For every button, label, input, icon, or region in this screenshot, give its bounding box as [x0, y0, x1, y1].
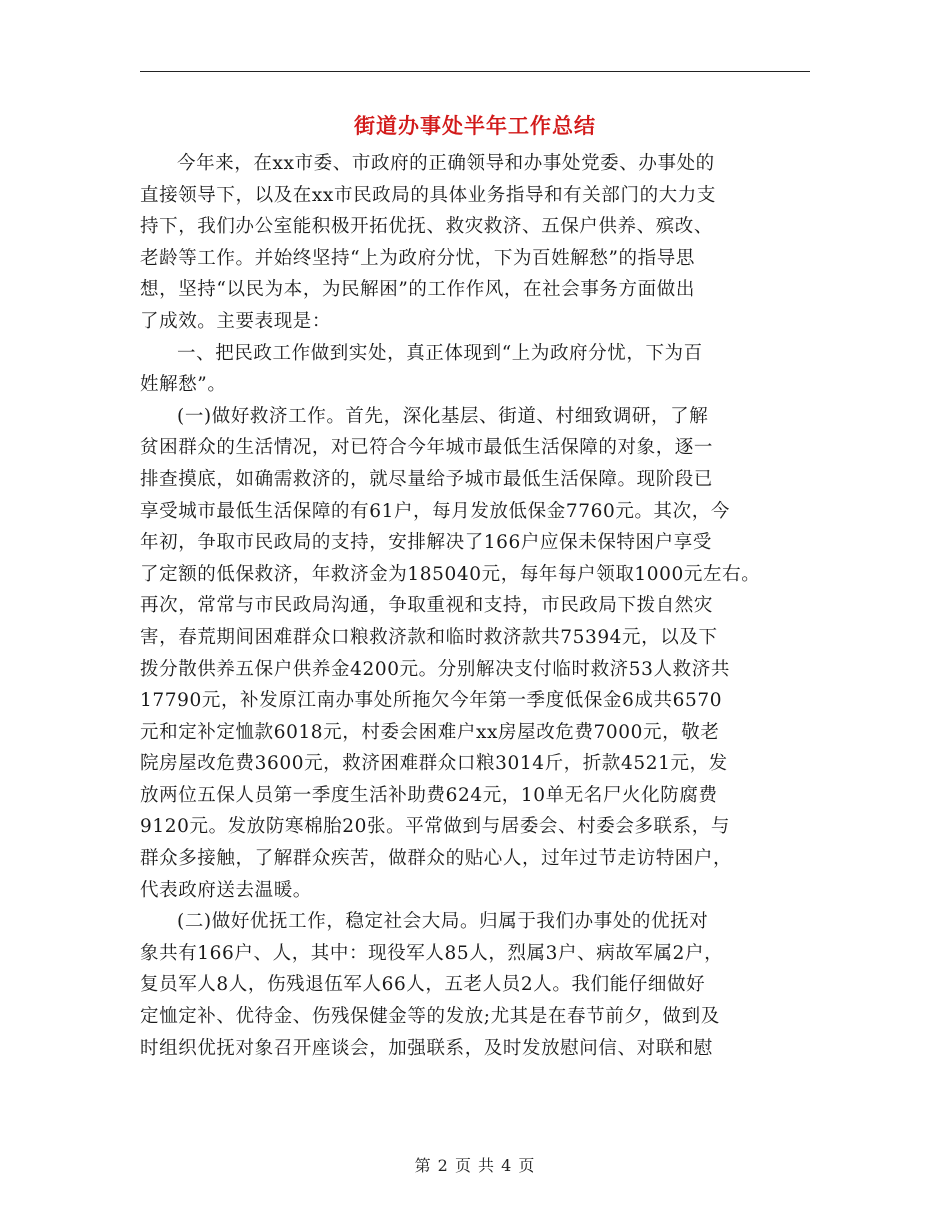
- text-line: 再次，常常与市民政局沟通，争取重视和支持，市民政局下拨自然灾: [140, 595, 714, 617]
- text-line: 直接领导下，以及在xx市民政局的具体业务指导和有关部门的大力支: [140, 184, 716, 206]
- page-number-footer: 第 2 页 共 4 页: [414, 1156, 536, 1175]
- text-line: (一)做好救济工作。首先，深化基层、街道、村细致调研，了解: [177, 405, 709, 427]
- text-line: 了定额的低保救济，年救济金为185040元，每年每户领取1000元左右。: [140, 563, 761, 585]
- text-line: 17790元，补发原江南办事处所拖欠今年第一季度低保金6成共6570: [140, 690, 723, 712]
- text-line: 院房屋改危费3600元，救济困难群众口粮3014斤，折款4521元，发: [140, 753, 728, 775]
- text-line: 老龄等工作。并始终坚持“上为政府分忧，下为百姓解愁”的指导思: [140, 247, 695, 269]
- text-line: 今年来，在xx市委、市政府的正确领导和办事处党委、办事处的: [177, 153, 715, 174]
- text-line: 复员军人8人，伤残退伍军人66人，五老人员2人。我们能仔细做好: [140, 974, 706, 996]
- text-line: 贫困群众的生活情况，对已符合今年城市最低生活保障的对象，逐一: [140, 437, 714, 459]
- text-line: 群众多接触，了解群众疾苦，做群众的贴心人，过年过节走访特困户，: [140, 848, 733, 870]
- header-rule: [140, 71, 810, 72]
- text-line: 排查摸底，如确需救济的，就尽量给予城市最低生活保障。现阶段已: [140, 468, 714, 490]
- text-line: 年初，争取市民政局的支持，安排解决了166户应保未保特困户享受: [140, 532, 712, 554]
- document-body: [140, 148, 830, 1064]
- document-title: 街道办事处半年工作总结: [354, 113, 596, 138]
- text-line: 一、把民政工作做到实处，真正体现到“上为政府分忧，下为百: [177, 342, 703, 364]
- text-line: 姓解愁”。: [140, 374, 227, 396]
- text-line: 时组织优抚对象召开座谈会，加强联系，及时发放慰问信、对联和慰: [140, 1037, 714, 1059]
- text-line: 享受城市最低生活保障的有61户，每月发放低保金7760元。其次，今: [140, 500, 730, 522]
- text-line: 想，坚持“以民为本，为民解困”的工作作风，在社会事务方面做出: [140, 279, 695, 301]
- text-line: 害，春荒期间困难群众口粮救济款和临时救济款共75394元，以及下: [140, 626, 718, 648]
- text-line: 象共有166户、人，其中：现役军人85人，烈属3户、病故军属2户，: [140, 942, 724, 964]
- text-line: (二)做好优抚工作，稳定社会大局。归属于我们办事处的优抚对: [177, 911, 709, 933]
- text-line: 放两位五保人员第一季度生活补助费624元，10单无名尸火化防腐费: [140, 784, 718, 806]
- text-line: 了成效。主要表现是：: [140, 310, 332, 332]
- text-line: 元和定补定恤款6018元，村委会困难户xx房屋改危费7000元，敬老: [140, 721, 720, 743]
- text-line: 9120元。发放防寒棉胎20张。平常做到与居委会、村委会多联系，与: [140, 816, 730, 838]
- text-line: 拨分散供养五保户供养金4200元。分别解决支付临时救济53人救济共: [140, 658, 730, 680]
- text-line: 代表政府送去温暖。: [140, 879, 312, 901]
- text-line: 定恤定补、优待金、伤残保健金等的发放;尤其是在春节前夕，做到及: [140, 1006, 720, 1028]
- text-line: 持下，我们办公室能积极开拓优抚、救灾救济、五保户供养、殡改、: [140, 216, 714, 238]
